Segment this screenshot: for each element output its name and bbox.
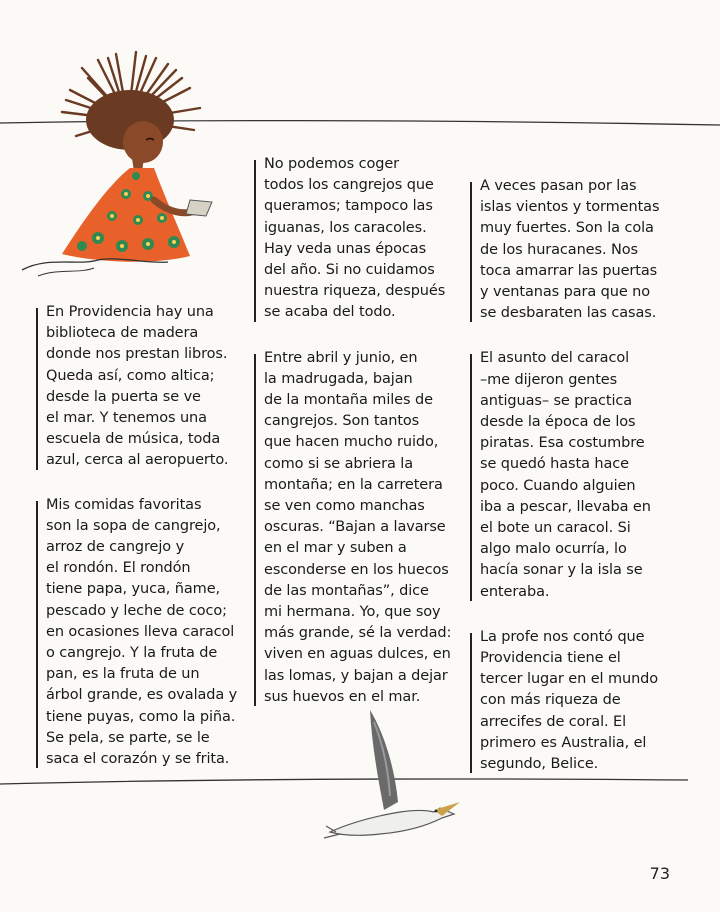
text-line: esconderse en los huecos [264, 561, 449, 578]
text-line: Providencia tiene el [480, 650, 621, 667]
text-line: de los huracanes. Nos [480, 241, 638, 258]
text-column-3 [470, 176, 682, 775]
text-line: islas vientos y tormentas [480, 199, 660, 216]
text-line: saca el corazón y se frita. [46, 751, 230, 768]
text-line: nuestra riqueza, después [264, 283, 446, 300]
text-line: toca amarrar las puertas [480, 262, 658, 279]
text-line: que hacen mucho ruido, [264, 434, 439, 451]
text-line: o cangrejo. Y la fruta de [46, 645, 218, 662]
text-line: tercer lugar en el mundo [480, 671, 659, 688]
text-line: queramos; tampoco las [264, 198, 433, 215]
text-line: arroz de cangrejo y [46, 539, 185, 556]
text-line: como si se abriera la [264, 455, 413, 472]
text-line: se desbaraten las casas. [480, 305, 657, 322]
text-line: de la montaña miles de [264, 392, 433, 409]
text-line: en el mar y suben a [264, 540, 407, 557]
text-line: del año. Si no cuidamos [264, 262, 435, 279]
paragraph-comidas [36, 495, 248, 771]
text-line: todos los cangrejos que [264, 177, 434, 194]
text-line: biblioteca de madera [46, 325, 199, 342]
paragraph-huracanes [470, 176, 682, 324]
text-line: tiene papa, yuca, ñame, [46, 581, 221, 598]
face-shape [123, 121, 163, 163]
text-line: Hay veda unas épocas [264, 240, 427, 257]
paragraph-arrecifes [470, 627, 682, 775]
text-line: mi hermana. Yo, que soy [264, 604, 441, 621]
text-line: segundo, Belice. [480, 756, 599, 773]
text-line: –me dijeron gentes [480, 371, 618, 388]
text-line: algo malo ocurría, lo [480, 541, 627, 558]
seagull-illustration [322, 706, 472, 846]
text-line: donde nos prestan libros. [46, 346, 228, 363]
paragraph-biblioteca [36, 302, 248, 472]
text-line: desde la época de los [480, 414, 636, 431]
text-line: oscuras. “Bajan a lavarse [264, 519, 446, 536]
text-line: primero es Australia, el [480, 734, 647, 751]
text-line: Entre abril y junio, en [264, 349, 418, 366]
text-line: el rondón. El rondón [46, 560, 191, 577]
text-line: se quedó hasta hace [480, 456, 629, 473]
text-line: árbol grande, es ovalada y [46, 687, 238, 704]
text-line: se ven como manchas [264, 498, 425, 515]
girl-reading-illustration [18, 50, 218, 282]
text-line: más grande, sé la verdad: [264, 625, 452, 642]
text-line: Queda así, como altica; [46, 367, 215, 384]
text-line: iba a pescar, llevaba en [480, 498, 651, 515]
page-number: 73 [649, 864, 670, 883]
text-line: azul, cerca al aeropuerto. [46, 452, 229, 469]
text-line: A veces pasan por las [480, 178, 637, 194]
text-line: pan, es la fruta de un [46, 666, 200, 683]
text-line: el mar. Y tenemos una [46, 410, 207, 427]
text-line: las lomas, y bajan a dejar [264, 667, 448, 684]
text-line: con más riqueza de [480, 692, 621, 709]
text-line: arrecifes de coral. El [480, 713, 627, 730]
paragraph-caracol [470, 348, 682, 602]
text-line: de las montañas”, dice [264, 582, 429, 599]
text-line: la madrugada, bajan [264, 370, 413, 387]
text-line: en ocasiones lleva caracol [46, 623, 235, 640]
text-line: desde la puerta se ve [46, 388, 201, 405]
text-line: pescado y leche de coco; [46, 602, 227, 619]
text-line: escuela de música, toda [46, 431, 221, 448]
text-line: sus huevos en el mar. [264, 688, 421, 705]
text-line: El asunto del caracol [480, 350, 630, 367]
text-line: iguanas, los caracoles. [264, 219, 427, 236]
text-line: tiene puyas, como la piña. [46, 708, 236, 725]
paragraph-cangrejos [254, 348, 466, 708]
text-line: No podemos coger [264, 156, 400, 172]
book-shape [186, 200, 212, 216]
text-line: La profe nos contó que [480, 628, 645, 645]
text-column-2 [254, 154, 466, 708]
text-line: son la sopa de cangrejo, [46, 517, 221, 534]
text-line: En Providencia hay una [46, 304, 214, 320]
text-line: enteraba. [480, 583, 550, 600]
text-line: hacía sonar y la isla se [480, 562, 643, 579]
text-line: muy fuertes. Son la cola [480, 220, 654, 237]
text-line: piratas. Esa costumbre [480, 435, 645, 452]
text-line: Se pela, se parte, se le [46, 729, 210, 746]
text-line: antiguas– se practica [480, 392, 633, 409]
text-line: y ventanas para que no [480, 284, 651, 301]
text-line: se acaba del todo. [264, 304, 396, 321]
text-line: montaña; en la carretera [264, 476, 443, 493]
paragraph-veda [254, 154, 466, 324]
text-line: Mis comidas favoritas [46, 496, 202, 513]
text-column-1 [36, 302, 248, 770]
text-line: el bote un caracol. Si [480, 520, 631, 537]
text-line: viven en aguas dulces, en [264, 646, 451, 663]
text-line: cangrejos. Son tantos [264, 413, 420, 430]
text-line: poco. Cuando alguien [480, 477, 636, 494]
